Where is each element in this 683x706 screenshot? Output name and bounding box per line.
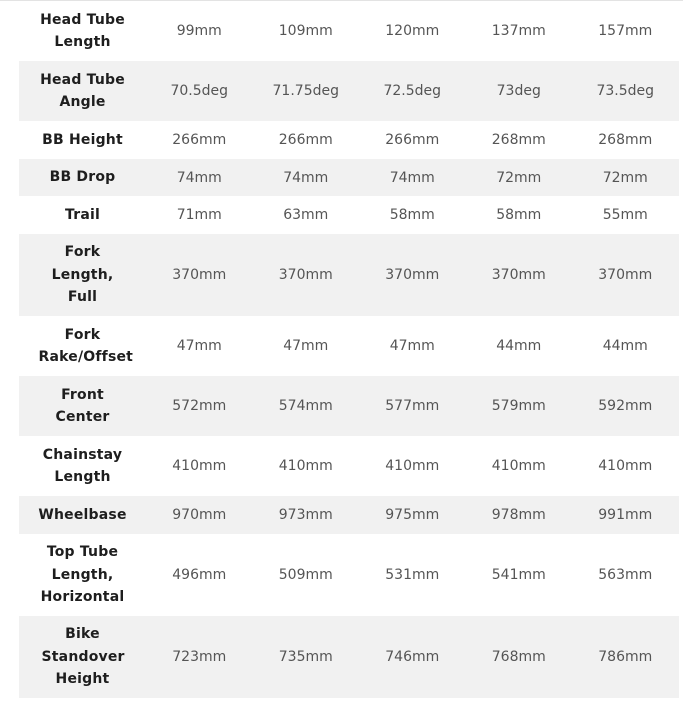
- table-cell: 109mm: [278, 23, 333, 39]
- row-label: Trail: [65, 206, 100, 223]
- table-cell: 71.75deg: [253, 61, 360, 121]
- row-label: Front Center: [19, 376, 146, 436]
- table-cell: 266mm: [385, 132, 440, 148]
- table-cell: 975mm: [359, 496, 466, 534]
- row-label: Head Tube Length: [40, 11, 125, 50]
- table-cell: 574mm: [253, 376, 360, 436]
- table-cell: 47mm: [176, 338, 222, 354]
- table-cell: 370mm: [466, 234, 573, 316]
- table-cell: 541mm: [491, 567, 546, 583]
- table-cell: 58mm: [496, 207, 542, 223]
- table-row: [19, 496, 679, 534]
- table-cell: 973mm: [253, 496, 360, 534]
- table-cell: 410mm: [491, 458, 546, 474]
- row-label: BB Drop: [19, 159, 146, 196]
- table-row: [19, 121, 679, 159]
- table-cell: 63mm: [283, 207, 329, 223]
- table-cell: 47mm: [389, 338, 435, 354]
- table-cell: 266mm: [278, 132, 333, 148]
- table-cell: 572mm: [146, 376, 253, 436]
- table-cell: 137mm: [491, 23, 546, 39]
- table-cell: 410mm: [598, 458, 653, 474]
- table-cell: 370mm: [146, 234, 253, 316]
- table-cell: 768mm: [466, 616, 573, 698]
- table-cell: 735mm: [253, 616, 360, 698]
- table-cell: 72.5deg: [359, 61, 466, 121]
- table-row: [19, 234, 679, 316]
- table-cell: 410mm: [172, 458, 227, 474]
- row-label: Fork Rake/Offset: [38, 326, 134, 365]
- table-row: [19, 376, 679, 436]
- table-cell: 410mm: [385, 458, 440, 474]
- table-cell: 74mm: [359, 159, 466, 196]
- row-label: Chainstay Length: [42, 446, 123, 485]
- table-cell: 370mm: [253, 234, 360, 316]
- table-cell: 74mm: [253, 159, 360, 196]
- table-cell: 73.5deg: [572, 61, 679, 121]
- table-cell: 410mm: [278, 458, 333, 474]
- table-cell: 370mm: [359, 234, 466, 316]
- table-cell: 44mm: [496, 338, 542, 354]
- table-cell: 72mm: [466, 159, 573, 196]
- table-cell: 58mm: [389, 207, 435, 223]
- table-row: [19, 159, 679, 196]
- table-cell: 577mm: [359, 376, 466, 436]
- table-row: [19, 1, 679, 61]
- row-label: Top Tube Length, Horizontal: [40, 544, 125, 606]
- table-cell: 786mm: [572, 616, 679, 698]
- table-cell: 268mm: [598, 132, 653, 148]
- row-label: Wheelbase: [19, 496, 146, 534]
- table-cell: 157mm: [598, 23, 653, 39]
- table-row: [19, 534, 679, 616]
- table-cell: 509mm: [278, 567, 333, 583]
- table-row: [19, 61, 679, 121]
- table-cell: 723mm: [146, 616, 253, 698]
- geometry-table: [19, 1, 679, 698]
- table-cell: 970mm: [146, 496, 253, 534]
- row-label: Fork Length, Full: [19, 234, 146, 316]
- table-cell: 563mm: [598, 567, 653, 583]
- table-cell: 73deg: [466, 61, 573, 121]
- row-label: Head Tube Angle: [19, 61, 146, 121]
- table-cell: 978mm: [466, 496, 573, 534]
- table-cell: 99mm: [176, 23, 222, 39]
- table-cell: 74mm: [146, 159, 253, 196]
- table-cell: 268mm: [491, 132, 546, 148]
- table-cell: 72mm: [572, 159, 679, 196]
- table-cell: 531mm: [385, 567, 440, 583]
- table-cell: 370mm: [572, 234, 679, 316]
- table-cell: 70.5deg: [146, 61, 253, 121]
- table-cell: 496mm: [172, 567, 227, 583]
- table-cell: 55mm: [602, 207, 648, 223]
- row-label: Bike Standover Height: [19, 616, 146, 698]
- table-cell: 579mm: [466, 376, 573, 436]
- table-row: [19, 196, 679, 234]
- row-label: BB Height: [42, 131, 123, 148]
- table-cell: 120mm: [385, 23, 440, 39]
- table-row: [19, 316, 679, 376]
- table-cell: 592mm: [572, 376, 679, 436]
- table-row: [19, 616, 679, 698]
- table-row: [19, 436, 679, 496]
- table-cell: 991mm: [572, 496, 679, 534]
- table-cell: 44mm: [602, 338, 648, 354]
- table-cell: 47mm: [283, 338, 329, 354]
- table-cell: 746mm: [359, 616, 466, 698]
- table-cell: 266mm: [172, 132, 227, 148]
- table-cell: 71mm: [176, 207, 222, 223]
